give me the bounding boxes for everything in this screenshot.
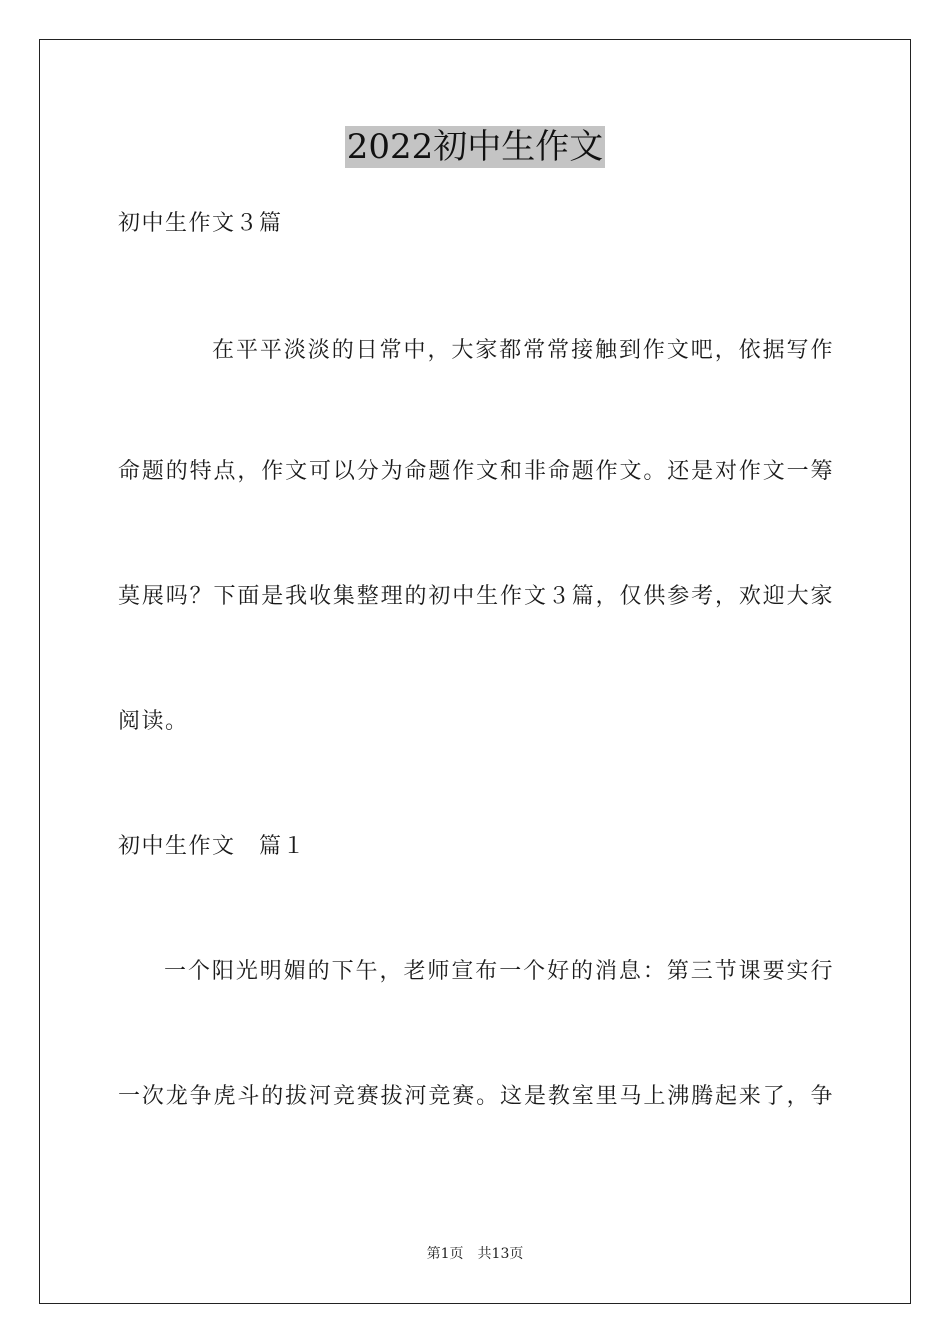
intro-line-2: 命题的特点，作文可以分为命题作文和非命题作文。还是对作文一筹 xyxy=(118,459,834,484)
page-total: 共13页 xyxy=(477,1246,524,1262)
intro-line-3: 莫展吗？下面是我收集整理的初中生作文３篇，仅供参考，欢迎大家 xyxy=(118,584,834,609)
document-subtitle: 初中生作文３篇 xyxy=(118,211,283,236)
intro-line-1: 在平平淡淡的日常中，大家都常常接触到作文吧，依据写作 xyxy=(212,338,834,363)
page-number: 第1页 xyxy=(426,1246,464,1262)
document-title xyxy=(0,126,950,168)
document-title-text: 2022初中生作文 xyxy=(346,127,604,167)
page-footer xyxy=(0,1245,950,1263)
section-heading: 初中生作文 篇１ xyxy=(118,834,307,859)
section-line-2: 一次龙争虎斗的拔河竞赛拔河竞赛。这是教室里马上沸腾起来了，争 xyxy=(118,1084,834,1109)
section-line-1: 一个阳光明媚的下午，老师宣布一个好的消息：第三节课要实行 xyxy=(164,959,834,984)
intro-line-4: 阅读。 xyxy=(118,709,189,734)
